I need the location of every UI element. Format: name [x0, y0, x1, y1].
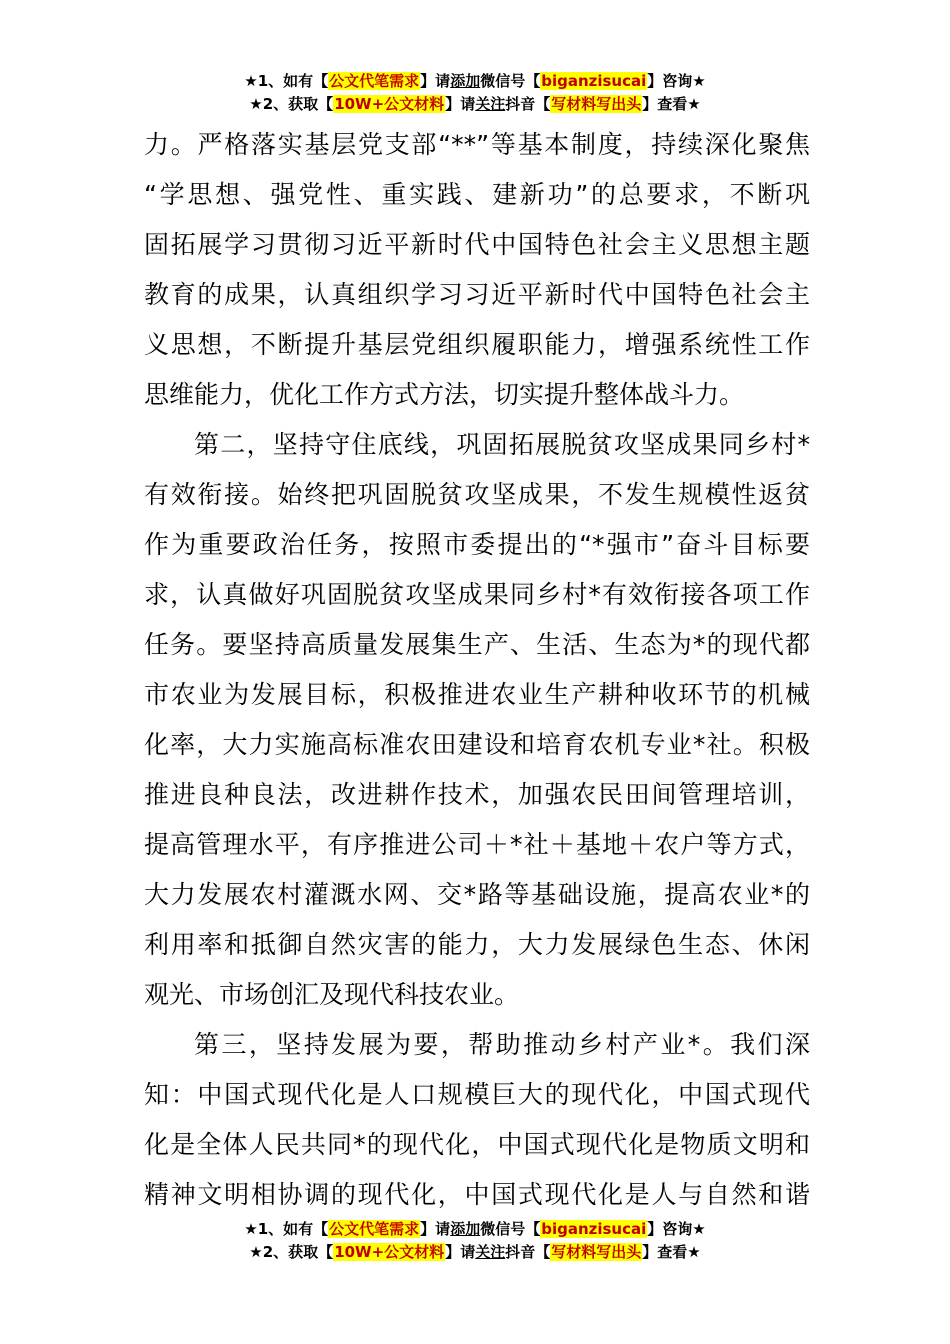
highlight-service: 公文代笔需求: [329, 72, 420, 90]
banner-line-1: ★1、如有【公文代笔需求】请添加微信号【biganzisucai】咨询★: [244, 72, 706, 90]
body-line: 思维能力，优化工作方式方法，切实提升整体战斗力。: [144, 380, 745, 409]
highlight-wechat-id: biganzisucai: [541, 72, 647, 90]
body-line: 任务。要坚持高质量发展集生产、生活、生态为*的现代都: [144, 630, 810, 659]
body-line: 提高管理水平，有序推进公司＋*社＋基地＋农户等方式，: [144, 830, 810, 859]
body-line: 利用率和抵御自然灾害的能力，大力发展绿色生态、休闲: [144, 930, 810, 959]
body-line: 第二，坚持守住底线，巩固拓展脱贫攻坚成果同乡村*: [194, 430, 810, 459]
highlight-douyin-account: 写材料写出头: [551, 95, 642, 113]
body-line: 推进良种良法，改进耕作技术，加强农民田间管理培训，: [144, 780, 810, 809]
body-line: 知：中国式现代化是人口规模巨大的现代化，中国式现代: [144, 1080, 810, 1109]
banner-line-2: ★2、获取【10W+公文材料】请关注抖音【写材料写出头】查看★: [249, 95, 701, 113]
document-body: [144, 120, 810, 1220]
banner-line-1: ★1、如有【公文代笔需求】请添加微信号【biganzisucai】咨询★: [244, 1220, 706, 1238]
body-line: 义思想，不断提升基层党组织履职能力，增强系统性工作: [144, 330, 810, 359]
header-banner: [0, 70, 950, 116]
body-line: 大力发展农村灌溉水网、交*路等基础设施，提高农业*的: [144, 880, 810, 909]
highlight-service: 公文代笔需求: [329, 1220, 420, 1238]
body-line: 教育的成果，认真组织学习习近平新时代中国特色社会主: [144, 280, 810, 309]
body-line: 有效衔接。始终把巩固脱贫攻坚成果，不发生规模性返贫: [144, 480, 810, 509]
highlight-materials: 10W+公文材料: [334, 95, 445, 113]
body-line: 精神文明相协调的现代化，中国式现代化是人与自然和谐: [144, 1180, 810, 1209]
banner-line-2: ★2、获取【10W+公文材料】请关注抖音【写材料写出头】查看★: [249, 1243, 701, 1261]
highlight-materials: 10W+公文材料: [334, 1243, 445, 1261]
body-line: 固拓展学习贯彻习近平新时代中国特色社会主义思想主题: [144, 230, 810, 259]
body-line: 化率，大力实施高标准农田建设和培育农机专业*社。积极: [144, 730, 810, 759]
body-line: 化是全体人民共同*的现代化，中国式现代化是物质文明和: [144, 1130, 810, 1159]
body-line: 求，认真做好巩固脱贫攻坚成果同乡村*有效衔接各项工作: [144, 580, 810, 609]
body-line: 力。严格落实基层党支部“**”等基本制度，持续深化聚焦: [144, 130, 810, 159]
footer-banner: [0, 1218, 950, 1264]
body-line: 观光、市场创汇及现代科技农业。: [144, 980, 520, 1009]
body-line: 市农业为发展目标，积极推进农业生产耕种收环节的机械: [144, 680, 810, 709]
body-line: “学思想、强党性、重实践、建新功”的总要求，不断巩: [144, 180, 810, 209]
highlight-douyin-account: 写材料写出头: [551, 1243, 642, 1261]
highlight-wechat-id: biganzisucai: [541, 1220, 647, 1238]
body-line: 第三，坚持发展为要，帮助推动乡村产业*。我们深: [194, 1030, 810, 1059]
body-line: 作为重要政治任务，按照市委提出的“*强市”奋斗目标要: [144, 530, 810, 559]
